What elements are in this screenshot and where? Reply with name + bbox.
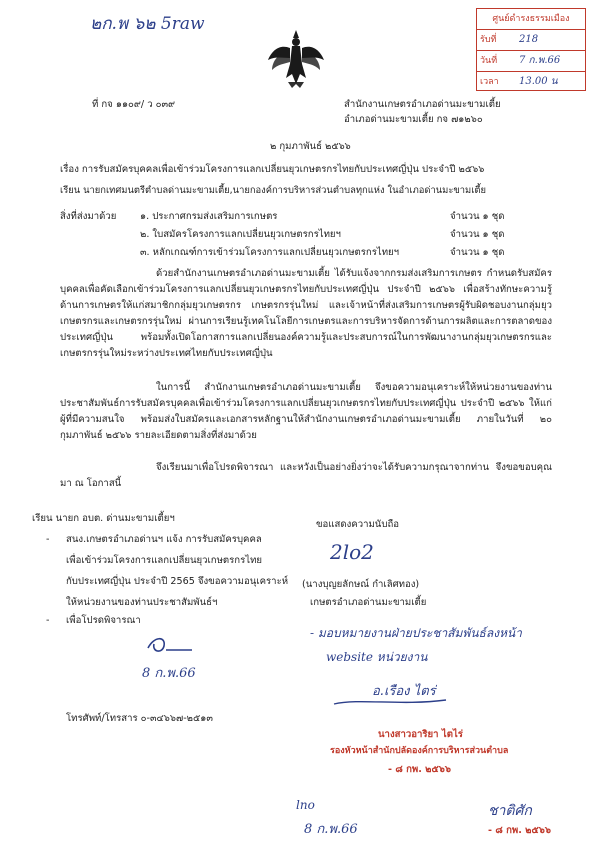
memo-line: กับประเทศญี่ปุ่น ประจำปี 2565 จึงขอความอนุเคราะห์ (66, 576, 289, 587)
memo-bullet-marker: - (46, 615, 50, 626)
phone-fax: โทรศัพท์/โทรสาร ๐-๓๔๖๖๗-๒๕๑๓ (66, 713, 213, 724)
ref-number: ที่ กจ ๑๑๐๙/ ว ๐๓๙ (92, 99, 176, 110)
attachment-qty: จำนวน ๑ ชุด (450, 211, 505, 222)
memo-line: สนง.เกษตรอำเภอด่านฯ แจ้ง การรับสมัครบุคคล (66, 534, 262, 545)
memo-line: เพื่อโปรดพิจารณา (66, 615, 141, 626)
stamp-date-right: - ๘ กพ. ๒๕๖๖ (488, 825, 551, 836)
attachment-item: ๒. ใบสมัครโครงการแลกเปลี่ยนยุวเกษตรกรไทยฯ (140, 229, 341, 240)
signer-position: เกษตรอำเภอด่านมะขามเตี้ย (310, 597, 427, 608)
approver-position: รองหัวหน้าสำนักปลัดองค์การบริหารส่วนตำบล (330, 746, 509, 756)
attachment-qty: จำนวน ๑ ชุด (450, 247, 505, 258)
signer-name: (นางบุญยลักษณ์ กำเลิศทอง) (302, 579, 420, 590)
subject-line: เรื่อง การรับสมัครบุคคลเพื่อเข้าร่วมโครงการแลกเปลี่ยนยุวเกษตรกรไทยกับประเทศญี่ปุ่น ประจำปี ๒๕๖๖ (60, 164, 485, 175)
closing: ขอแสดงความนับถือ (316, 519, 400, 530)
stamp-time-value: 13.00 น (519, 76, 558, 87)
handwritten-note-line-1: - มอบหมายงานฝ่ายประชาสัมพันธ์ลงหน้า (310, 626, 522, 640)
handwritten-signature-right: อ.เรือง ไตร่ (372, 684, 436, 699)
handwritten-initials-right: ชาติศัก (488, 803, 532, 819)
receipt-stamp (476, 8, 586, 91)
body-paragraph-3: จึงเรียนมาเพื่อโปรดพิจารณา และหวังเป็นอย่างยิ่งว่าจะได้รับความกรุณาจากท่าน จึงขอขอบคุณมา ณ โอกาสนี้ (60, 462, 552, 489)
stamp-time-row: เวลา 13.00 น (477, 72, 585, 92)
garuda-emblem-icon (266, 28, 326, 90)
approver-date: - ๘ กพ. ๒๕๖๖ (388, 764, 451, 775)
underline-stroke-icon (330, 694, 450, 710)
stamp-number-value: 218 (519, 34, 539, 45)
approver-name: นางสาวอาริยา ไตไร่ (378, 729, 463, 740)
handwritten-date-bottom: 8 ก.พ.66 (304, 822, 358, 837)
body-paragraph-1: ด้วยสำนักงานเกษตรอำเภอด่านมะขามเตี้ย ได้รับแจ้งจากกรมส่งเสริมการเกษตร กำหนดรับสมัครบุคคลเพื่อคัดเลือกเข้าร่วมโครงการแลกเปลี่ยนยุวเกษตรกรไทยกับประเทศญี่ปุ่น ประจำปี ๒๕๖๖ เพื่อสร้างทักษะความรู้ด้านการเกษตรให้แก่สมาชิกกลุ่มยุวเกษตรกร เกษตรกรรุ่นใหม่ และเจ้าหน้าที่ส่งเสริมการเกษตรผู้รับผิดชอบงานกลุ่มยุวเกษตรกรและเกษตรกรรุ่นใหม่ ผ่านการเรียนรู้เทคโนโลยีการเกษตรและการบริหารจัดการด้านการผลิตและการตลาดของประเทศญี่ปุ่น พร้อมทั้งเปิดโอกาสการแลกเปลี่ยนองค์ความรู้และประสบการณ์ในการพัฒนางานกลุ่มยุวเกษตรกรและเกษตรกรรุ่นใหม่ระหว่างประเทศไทยกับประเทศญี่ปุ่น (60, 268, 552, 359)
attachment-item: ๓. หลักเกณฑ์การเข้าร่วมโครงการแลกเปลี่ยนยุวเกษตรกรไทยฯ (140, 247, 400, 258)
signer-signature: 2lo2 (330, 540, 374, 564)
salutation-line: เรียน นายกเทศมนตรีตำบลด่านมะขามเตี้ย,นายกองค์การบริหารส่วนตำบลทุกแห่ง ในอำเภอด่านมะขามเตี้ย (60, 185, 487, 196)
memo-to: เรียน นายก อบต. ด่านมะขามเตี้ยฯ (32, 513, 175, 524)
attachment-qty: จำนวน ๑ ชุด (450, 229, 505, 240)
stamp-date-value: 7 ก.พ.66 (519, 55, 561, 66)
office-address: อำเภอด่านมะขามเตี้ย กจ ๗๑๒๖๐ (344, 114, 483, 125)
doc-date: ๒ กุมภาพันธ์ ๒๕๖๖ (270, 141, 351, 152)
memo-bullet-marker: - (46, 534, 50, 545)
memo-line: ให้หน่วยงานของท่านประชาสัมพันธ์ฯ (66, 597, 218, 608)
scribble-signature-icon (140, 634, 200, 658)
memo-line: เพื่อเข้าร่วมโครงการแลกเปลี่ยนยุวเกษตรกรไทย (66, 555, 263, 566)
stamp-title: ศูนย์ดำรงธรรมเมือง (477, 9, 585, 30)
body-paragraph-2: ในการนี้ สำนักงานเกษตรอำเภอด่านมะขามเตี้ย จึงขอความอนุเคราะห์ให้หน่วยงานของท่านประชาสัมพันธ์การรับสมัครบุคคลเพื่อเข้าร่วมโครงการแลกเปลี่ยนยุวเกษตรกรไทยกับประเทศญี่ปุ่น ประจำปี ๒๕๖๖ ให้แก่ผู้ที่มีความสนใจ พร้อมส่งใบสมัครและเอกสารหลักฐานให้สำนักงานเกษตรอำเภอด่านมะขามเตี้ย ภายในวันที่ ๒๐ กุมภาพันธ์ ๒๕๖๖ รายละเอียดตามสิ่งที่ส่งมาด้วย (60, 382, 552, 441)
attachment-item: ๑. ประกาศกรมส่งเสริมการเกษตร (140, 211, 278, 222)
handwritten-ref: ๒ก.พ ๖๒ 5raw (90, 14, 205, 34)
attachments-label: สิ่งที่ส่งมาด้วย (60, 211, 117, 222)
handwritten-note-line-2: website หน่วยงาน (326, 650, 428, 664)
handwritten-date-left: 8 ก.พ.66 (142, 666, 196, 681)
handwritten-initials-left: lno (296, 798, 315, 812)
stamp-number-row: รับที่ 218 (477, 30, 585, 51)
office-name: สำนักงานเกษตรอำเภอด่านมะขามเตี้ย (344, 99, 501, 110)
stamp-date-row: วันที่ 7 ก.พ.66 (477, 51, 585, 72)
